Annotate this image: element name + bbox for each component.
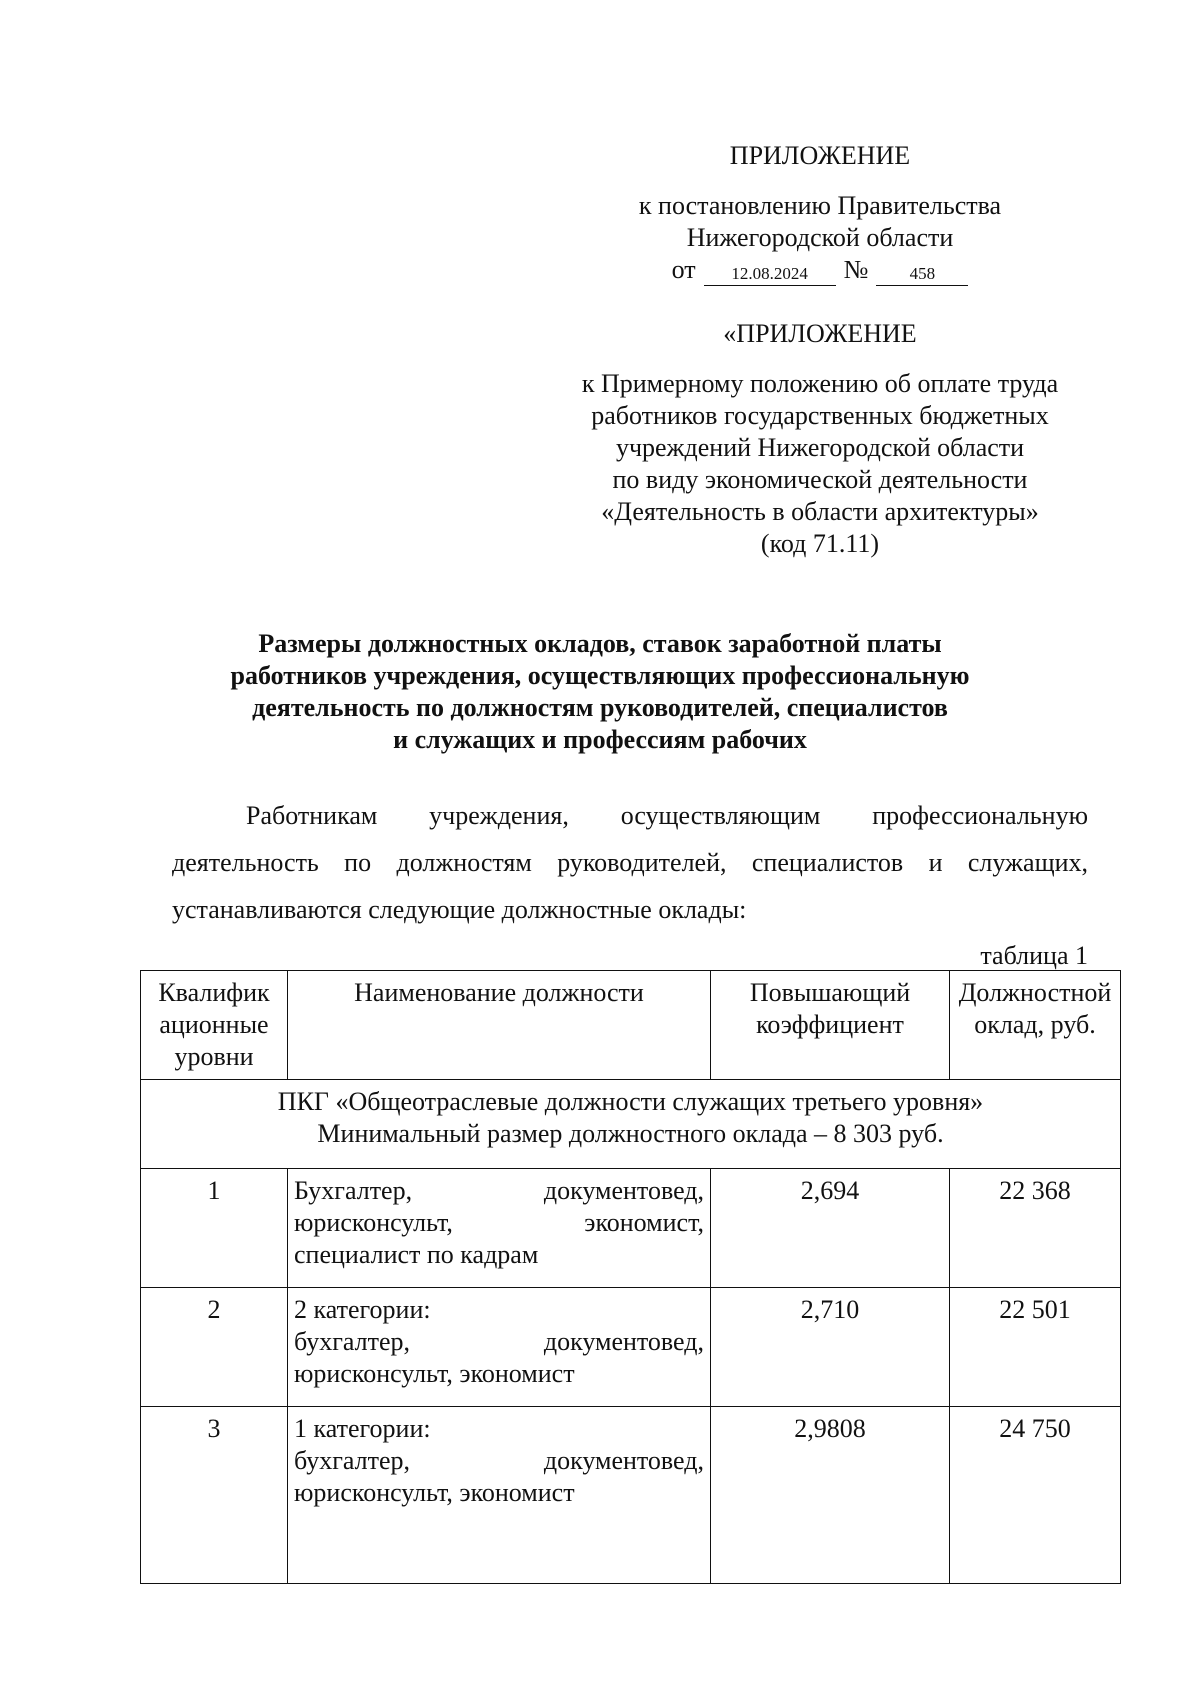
level-cell: 2	[141, 1288, 288, 1407]
intro-paragraph	[172, 792, 1088, 933]
level-cell: 3	[141, 1407, 288, 1584]
number-sign: №	[843, 255, 869, 284]
document-title	[140, 628, 1060, 756]
annex-line: учреждений Нижегородской области	[615, 433, 1025, 462]
title-line: деятельность по должностям руководителей, специалистов	[252, 693, 948, 722]
header-salary: Должностной оклад, руб.	[950, 971, 1121, 1080]
position-cell	[288, 1407, 711, 1584]
salary-cell: 22 501	[950, 1288, 1121, 1407]
group-cell	[141, 1080, 1121, 1169]
header-level: Квалифик ационные уровни	[141, 971, 288, 1080]
header-coefficient: Повышающий коэффициент	[711, 971, 950, 1080]
position-line: специалист по кадрам	[294, 1240, 539, 1269]
position-line: бухгалтер, документовед,	[294, 1327, 704, 1356]
annex-line: к Примерному положению об оплате труда	[581, 369, 1059, 398]
header-position: Наименование должности	[288, 971, 711, 1080]
appendix-title: ПРИЛОЖЕНИЕ	[729, 141, 911, 170]
position-line: юрисконсульт, экономист,	[294, 1208, 704, 1237]
date-number-line	[560, 254, 1080, 286]
table-row	[141, 1407, 1121, 1584]
salary-cell: 22 368	[950, 1169, 1121, 1288]
table-header-row	[141, 971, 1121, 1080]
coefficient-cell: 2,9808	[711, 1407, 950, 1584]
level-cell: 1	[141, 1169, 288, 1288]
intro-line: деятельность по должностям руководителей, специалистов и служащих,	[172, 848, 1088, 877]
decree-date: 12.08.2024	[704, 263, 836, 286]
table-row	[141, 1169, 1121, 1288]
position-line: юрисконсульт, экономист	[294, 1478, 575, 1507]
group-min-salary: Минимальный размер должностного оклада – 8 303 руб.	[317, 1119, 944, 1148]
group-row	[141, 1080, 1121, 1169]
annex-line: по виду экономической деятельности	[612, 465, 1028, 494]
annex-title: «ПРИЛОЖЕНИЕ	[723, 319, 917, 348]
group-title: ПКГ «Общеотраслевые должности служащих третьего уровня»	[277, 1087, 984, 1116]
position-line: Бухгалтер, документовед,	[294, 1176, 704, 1205]
appendix-reference	[560, 190, 1080, 286]
coefficient-cell: 2,694	[711, 1169, 950, 1288]
reference-line: к постановлению Правительства	[638, 191, 1002, 220]
intro-line: устанавливаются следующие должностные оклады:	[172, 895, 747, 924]
intro-line: Работникам учреждения, осуществляющим профессиональную	[246, 801, 1088, 830]
table-row	[141, 1288, 1121, 1407]
position-cell	[288, 1169, 711, 1288]
annex-line: работников государственных бюджетных	[591, 401, 1049, 430]
title-line: и служащих и профессиям рабочих	[393, 725, 807, 754]
position-line: 1 категории:	[294, 1414, 431, 1443]
position-line: бухгалтер, документовед,	[294, 1446, 704, 1475]
title-line: Размеры должностных окладов, ставок заработной платы	[258, 629, 942, 658]
table-label: таблица 1	[980, 941, 1088, 970]
annex-line: «Деятельность в области архитектуры»	[601, 497, 1039, 526]
position-cell	[288, 1288, 711, 1407]
position-line: 2 категории:	[294, 1295, 431, 1324]
annex-reference	[540, 368, 1100, 560]
salary-table	[140, 970, 1121, 1584]
coefficient-cell: 2,710	[711, 1288, 950, 1407]
annex-line: (код 71.11)	[760, 529, 880, 558]
title-line: работников учреждения, осуществляющих профессиональную	[230, 661, 970, 690]
decree-number: 458	[876, 263, 968, 286]
salary-cell: 24 750	[950, 1407, 1121, 1584]
date-prefix: от	[671, 255, 696, 284]
position-line: юрисконсульт, экономист	[294, 1359, 575, 1388]
reference-line: Нижегородской области	[686, 223, 954, 252]
